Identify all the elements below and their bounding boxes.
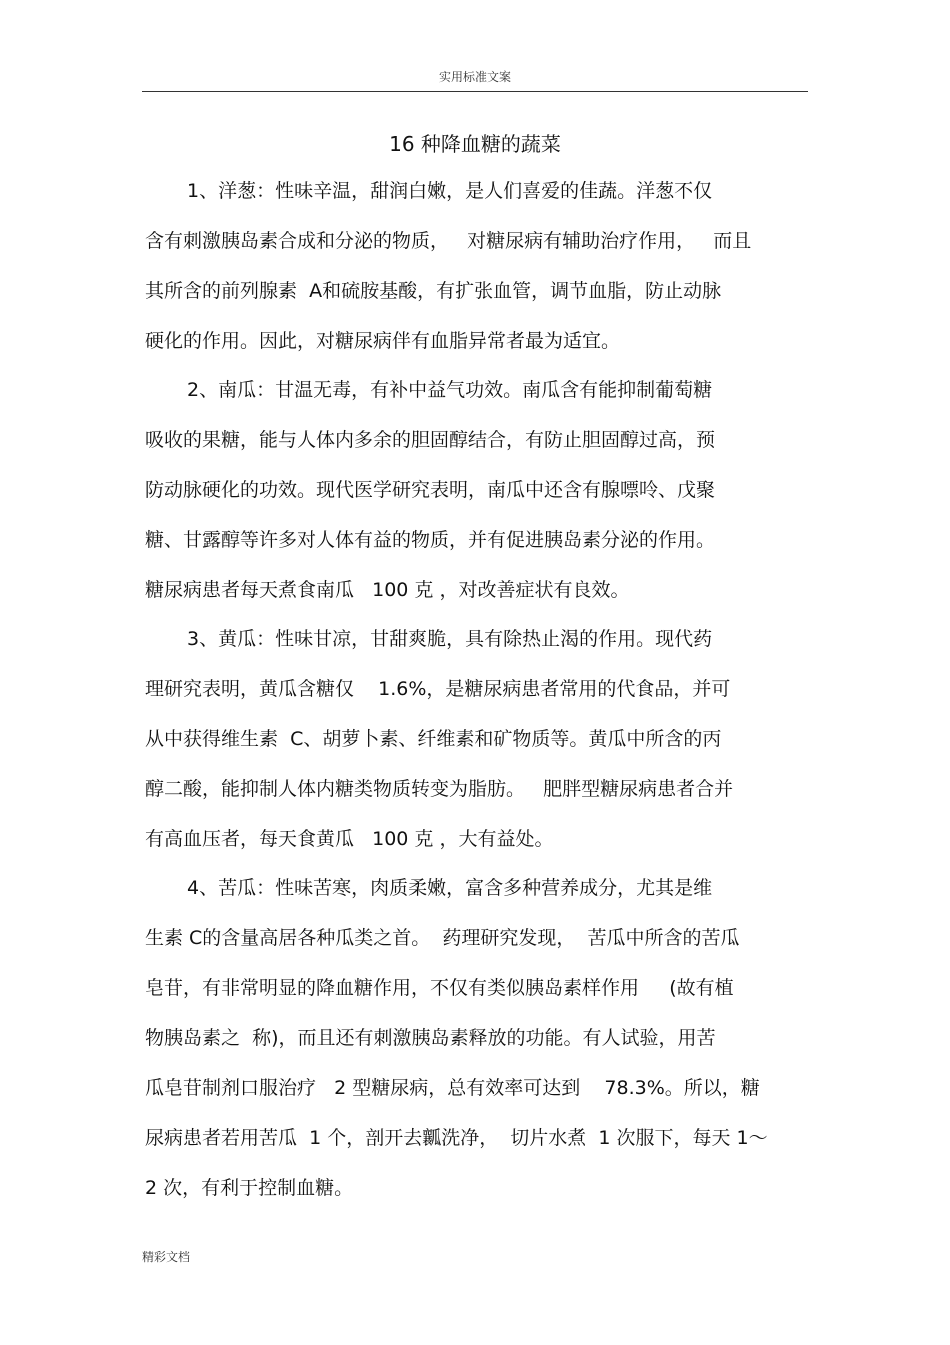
header-rule: [142, 91, 808, 92]
paragraph-line: 从中获得维生素 C、胡萝卜素、纤维素和矿物质等。黄瓜中所含的丙: [145, 728, 722, 750]
paragraph-line: 生素 C的含量高居各种瓜类之首。 药理研究发现， 苦瓜中所含的苦瓜: [145, 927, 740, 949]
page-footer: 精彩文档: [142, 1250, 191, 1264]
paragraph-line: 糖尿病患者每天煮食南瓜 100 克 ，对改善症状有良效。: [145, 579, 630, 601]
document-title: 16 种降血糖的蔬菜: [389, 132, 561, 156]
paragraph-line: 1、洋葱：性味辛温，甜润白嫩，是人们喜爱的佳蔬。洋葱不仅: [187, 180, 713, 202]
paragraph-line: 3、黄瓜：性味甘凉，甘甜爽脆，具有除热止渴的作用。现代药: [187, 628, 713, 650]
paragraph-line: 含有刺激胰岛素合成和分泌的物质， 对糖尿病有辅助治疗作用， 而且: [145, 230, 752, 252]
paragraph-line: 醇二酸，能抑制人体内糖类物质转变为脂肪。 肥胖型糖尿病患者合并: [145, 778, 734, 800]
paragraph-line: 瓜皂苷制剂口服治疗 2 型糖尿病，总有效率可达到 78.3%。所以，糖: [145, 1077, 760, 1099]
paragraph-line: 理研究表明，黄瓜含糖仅 1.6%，是糖尿病患者常用的代食品，并可: [145, 678, 731, 700]
paragraph-line: 物胰岛素之 称)，而且还有刺激胰岛素释放的功能。有人试验，用苦: [145, 1027, 716, 1049]
paragraph-line: 吸收的果糖，能与人体内多余的胆固醇结合，有防止胆固醇过高，预: [145, 429, 716, 451]
paragraph-line: 有高血压者，每天食黄瓜 100 克 ，大有益处。: [145, 828, 554, 850]
page-header: 实用标准文案: [438, 70, 511, 84]
paragraph-line: 糖、甘露醇等许多对人体有益的物质，并有促进胰岛素分泌的作用。: [145, 529, 716, 551]
paragraph-line: 其所含的前列腺素 A和硫胺基酸，有扩张血管，调节血脂，防止动脉: [145, 280, 722, 302]
paragraph-line: 硬化的作用。因此，对糖尿病伴有血脂异常者最为适宜。: [145, 330, 621, 352]
paragraph-line: 4、苦瓜：性味苦寒，肉质柔嫩，富含多种营养成分，尤其是维: [187, 877, 713, 899]
paragraph-line: 防动脉硬化的功效。现代医学研究表明，南瓜中还含有腺嘌呤、戊聚: [145, 479, 716, 501]
paragraph-line: 尿病患者若用苦瓜 1 个，剖开去瓤洗净， 切片水煮 1 次服下，每天 1～: [145, 1127, 768, 1149]
paragraph-line: 皂苷，有非常明显的降血糖作用，不仅有类似胰岛素样作用 (故有植: [145, 977, 734, 999]
paragraph-line: 2、南瓜：甘温无毒，有补中益气功效。南瓜含有能抑制葡萄糖: [187, 379, 713, 401]
paragraph-line: 2 次，有利于控制血糖。: [145, 1177, 354, 1199]
